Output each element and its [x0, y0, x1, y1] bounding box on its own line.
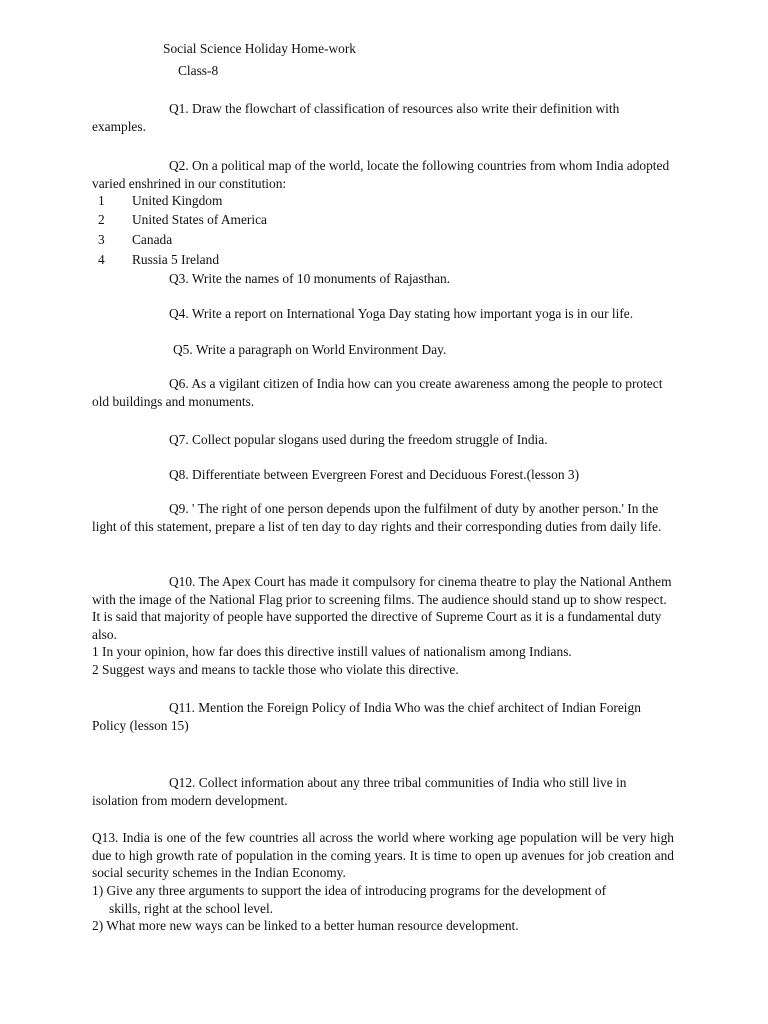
class-label: Class-8	[178, 63, 219, 78]
question-13-sub-1-cont: skills, right at the school level.	[109, 901, 274, 916]
question-10-sub-2: 2 Suggest ways and means to tackle those who violate this directive.	[92, 662, 459, 677]
list-item-number: 2	[98, 212, 105, 227]
question-12: Q12. Collect information about any three tribal communities of India who still live in isolation from modern development.	[92, 775, 627, 808]
question-2: Q2. On a political map of the world, locate the following countries from whom India adopted varied enshrined in our constitution:	[92, 158, 670, 191]
list-item: Canada	[132, 232, 173, 247]
question-8: Q8. Differentiate between Evergreen Forest and Deciduous Forest.(lesson 3)	[169, 467, 580, 482]
question-10: Q10. The Apex Court has made it compulsory for cinema theatre to play the National Anthem with the image of the National Flag prior to screening films. The audience should stand up to show respect. It is said that majority of people have supported the directive of Supreme Court as it is a fundamental duty also.	[92, 574, 672, 642]
question-11: Q11. Mention the Foreign Policy of India Who was the chief architect of Indian Foreign Policy (lesson 15)	[92, 700, 641, 733]
question-10-sub-1: 1 In your opinion, how far does this directive instill values of nationalism among Indians.	[92, 644, 572, 659]
list-item: United States of America	[132, 212, 267, 227]
question-5: Q5. Write a paragraph on World Environment Day.	[173, 342, 447, 357]
page-title: Social Science Holiday Home-work	[163, 41, 356, 56]
question-13: Q13. India is one of the few countries all across the world where working age population will be very high due to high growth rate of population in the coming years. It is time to open up avenues for job creation and social security schemes in the Indian Economy.	[92, 830, 674, 880]
list-item-number: 1	[98, 193, 105, 208]
list-item: Russia 5 Ireland	[132, 252, 220, 267]
list-item: United Kingdom	[132, 193, 223, 208]
list-item-number: 3	[98, 232, 105, 247]
question-4: Q4. Write a report on International Yoga Day stating how important yoga is in our life.	[169, 306, 634, 321]
list-item-number: 4	[98, 252, 105, 267]
question-1: Q1. Draw the flowchart of classification of resources also write their definition with examples.	[92, 101, 620, 134]
question-13-sub-1: 1) Give any three arguments to support the idea of introducing programs for the development of	[92, 883, 607, 898]
question-13-sub-2: 2) What more new ways can be linked to a better human resource development.	[92, 918, 519, 933]
question-7: Q7. Collect popular slogans used during the freedom struggle of India.	[169, 432, 548, 447]
question-3: Q3. Write the names of 10 monuments of Rajasthan.	[169, 271, 451, 286]
question-9: Q9. ' The right of one person depends upon the fulfilment of duty by another person.' In the light of this statement, prepare a list of ten day to day rights and their corresponding duties from daily life.	[92, 501, 662, 534]
question-6: Q6. As a vigilant citizen of India how can you create awareness among the people to protect old buildings and monuments.	[92, 376, 663, 409]
